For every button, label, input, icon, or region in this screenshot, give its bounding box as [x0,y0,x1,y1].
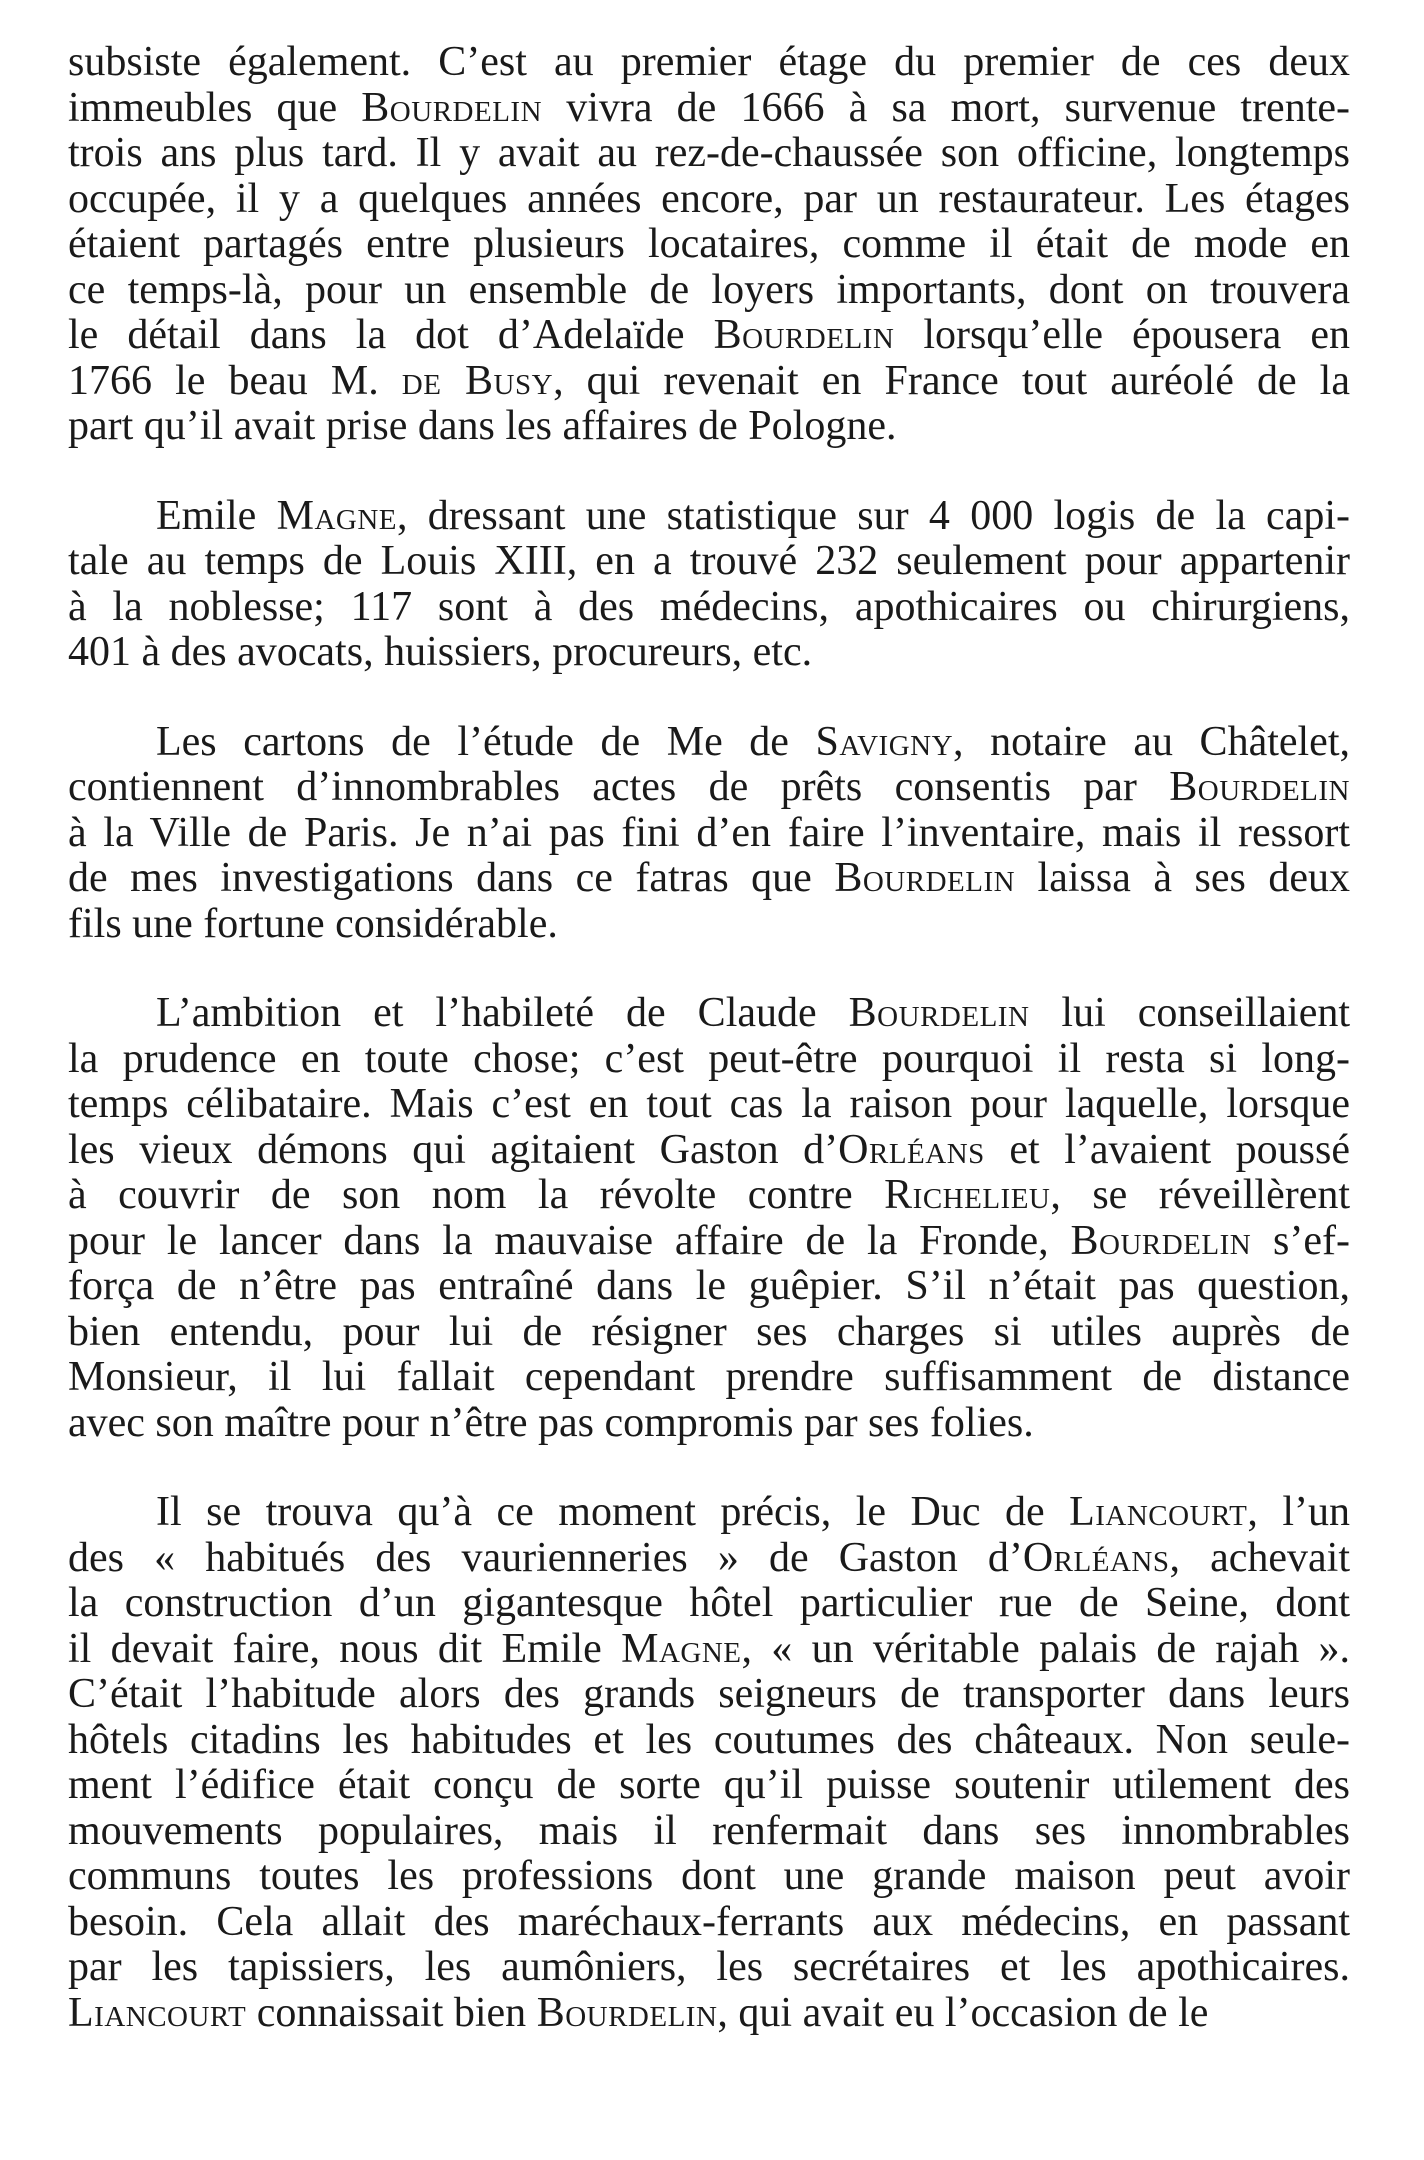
text-run: ce temps-là, pour un ensemble de loyers importants, dont on trouvera [68,266,1350,313]
text-run: , l’un [1247,1489,1350,1535]
proper-name: Orléans [838,1126,985,1173]
paragraph [68,494,1350,676]
text-run: par les tapissiers, les aumôniers, les secrétaires et les apothicaires. [68,1944,1350,1990]
text-line [68,1627,1350,1673]
proper-name: Magne [276,492,397,539]
text-run: occupée, il y a quelques années encore, par un restaurateur. Les étages [68,175,1350,222]
paragraph [68,720,1350,948]
text-line [68,1536,1350,1582]
text-run: , se réveillèrent [1050,1172,1351,1218]
text-line [68,765,1350,811]
text-line [68,177,1350,223]
proper-name: Savigny [815,718,954,765]
text-run: mouvements populaires, mais il renfermait dans ses innombrables [68,1807,1350,1854]
text-line [68,539,1350,585]
text-run: contiennent d’innombrables actes de prêts consentis par [68,764,1170,810]
text-line [68,494,1350,540]
text-line [68,313,1350,359]
paragraph [68,1490,1350,2036]
text-line [68,1900,1350,1946]
text-run: à couvrir de son nom la révolte contre [68,1172,885,1218]
text-run: immeubles que [68,84,362,131]
text-run: temps célibataire. Mais c’est en tout cas la raison pour laquelle, lorsque [68,1081,1350,1127]
text-line [68,1581,1350,1627]
text-line [68,1854,1350,1900]
text-line [68,1264,1350,1310]
text-run: , qui avait eu l’occasion de le [717,1989,1209,2036]
proper-name: Bourdelin [713,312,895,358]
text-run: la construction d’un gigantesque hôtel particulier rue de Seine, dont [68,1580,1350,1626]
text-line [68,1128,1350,1174]
text-line [68,1173,1350,1219]
text-line [68,404,1350,450]
proper-name: Richelieu [884,1172,1051,1218]
text-line [68,131,1350,177]
proper-name: Liancourt [68,1989,247,2036]
proper-name: Bourdelin [1169,764,1350,810]
text-line [68,902,1350,948]
text-run: , notaire au Châtelet, [953,718,1350,765]
text-line [68,585,1350,631]
proper-name: Bourdelin [848,990,1030,1036]
text-run: lui conseillaient [1029,990,1351,1036]
document-page [68,40,1350,2036]
text-run: communs toutes les professions dont une grande maison peut avoir [68,1853,1350,1899]
paragraph [68,991,1350,1446]
text-line [68,856,1350,902]
text-line [68,1037,1350,1083]
text-run: Monsieur, il lui fallait cependant prendre suffisamment de distance [68,1354,1350,1400]
text-run: C’était l’habitude alors des grands seigneurs de transporter dans leurs [68,1671,1350,1717]
text-line [68,1401,1350,1447]
text-run: il devait faire, nous dit Emile [68,1625,622,1672]
text-run: Les cartons de l’étude de Me de [156,718,816,765]
text-run: laissa à ses deux [1015,855,1350,901]
text-run: à la noblesse; 117 sont à des médecins, apothicaires ou chirurgiens, [68,583,1350,630]
text-run: Emile [156,492,277,539]
text-run: 401 à des avocats, huissiers, procureurs, etc. [68,629,813,675]
text-run: fils une fortune considérable. [68,900,558,947]
text-line [68,1945,1350,1991]
text-run: ment l’édifice était conçu de sorte qu’il puisse soutenir utilement des [68,1762,1350,1808]
text-line [68,811,1350,857]
proper-name: Bourdelin [361,84,543,131]
proper-name: Orléans [1022,1534,1170,1581]
text-run: L’ambition et l’habileté de Claude [156,990,849,1036]
text-run: les vieux démons qui agitaient Gaston d’ [68,1126,839,1173]
text-line [68,1672,1350,1718]
text-run: tale au temps de Louis XIII, en a trouvé 232 seulement pour appartenir [68,538,1350,584]
text-run: besoin. Cela allait des maréchaux-ferrants aux médecins, en passant [68,1898,1350,1945]
text-run: Il se trouva qu’à ce moment précis, le Duc de [156,1489,1070,1535]
proper-name: Bourdelin [1070,1217,1252,1264]
text-run: vivra de 1666 à sa mort, survenue trente- [542,84,1350,131]
text-line [68,1082,1350,1128]
text-run: , qui revenait en France tout auréolé de la [553,357,1350,404]
text-line [68,268,1350,314]
text-run: 1766 le beau M. [68,357,402,404]
text-run: part qu’il avait prise dans les affaires de Pologne. [68,403,897,449]
text-line [68,1991,1350,2037]
text-line [68,222,1350,268]
text-run: , « un véritable palais de rajah ». [741,1625,1350,1672]
text-line [68,630,1350,676]
text-line [68,1763,1350,1809]
text-run: de mes investigations dans ce fatras que [68,855,835,901]
text-run: lorsqu’elle épousera en [894,312,1350,358]
text-run: le détail dans la dot d’Adelaïde [68,312,714,358]
text-run: s’ef- [1251,1217,1350,1264]
text-run: pour le lancer dans la mauvaise affaire de la Fronde, [68,1217,1071,1264]
text-run: trois ans plus tard. Il y avait au rez-de-chaussée son officine, longtemps [68,130,1350,176]
proper-name: de Busy [401,357,554,404]
paragraph [68,40,1350,450]
proper-name: Liancourt [1069,1489,1248,1535]
text-run: et l’avaient poussé [984,1126,1350,1173]
text-line [68,1355,1350,1401]
text-line [68,720,1350,766]
text-line [68,86,1350,132]
text-line [68,359,1350,405]
text-line [68,40,1350,86]
text-run: à la Ville de Paris. Je n’ai pas fini d’en faire l’inventaire, mais il ressort [68,809,1350,856]
text-run: força de n’être pas entraîné dans le guêpier. S’il n’était pas question, [68,1263,1350,1309]
text-run: des « habitués des vaurienneries » de Gaston d’ [68,1534,1023,1581]
text-run: , achevait [1169,1534,1351,1581]
text-run: subsiste également. C’est au premier étage du premier de ces deux [68,39,1350,85]
text-run: , dressant une statistique sur 4 000 logis de la capi- [397,492,1350,539]
text-run: avec son maître pour n’être pas compromis par ses folies. [68,1399,1034,1446]
text-line [68,1718,1350,1764]
text-line [68,1310,1350,1356]
text-run: la prudence en toute chose; c’est peut-être pourquoi il resta si long- [68,1035,1350,1082]
text-line [68,1809,1350,1855]
text-run: bien entendu, pour lui de résigner ses charges si utiles auprès de [68,1308,1350,1355]
text-line [68,1490,1350,1536]
text-run: hôtels citadins les habitudes et les coutumes des châteaux. Non seule- [68,1716,1350,1763]
text-run: étaient partagés entre plusieurs locataires, comme il était de mode en [68,221,1350,267]
proper-name: Bourdelin [536,1989,718,2036]
text-run: connaissait bien [246,1989,537,2036]
proper-name: Magne [621,1625,742,1672]
text-line [68,991,1350,1037]
text-line [68,1219,1350,1265]
proper-name: Bourdelin [834,855,1016,901]
